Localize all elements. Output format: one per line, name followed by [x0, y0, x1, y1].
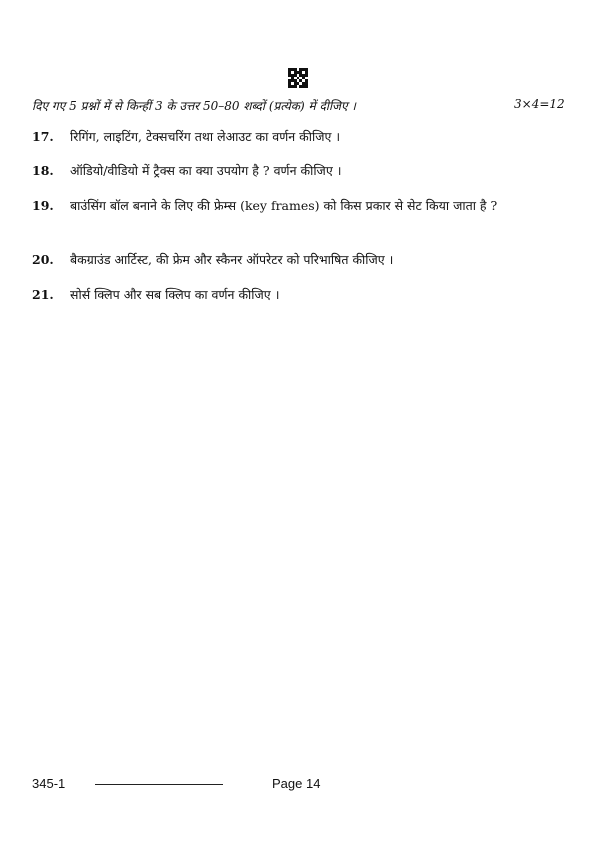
- question-number: 20.: [32, 252, 54, 267]
- footer-divider: [95, 784, 223, 785]
- qr-code-icon: [288, 68, 308, 88]
- question-number: 17.: [32, 129, 54, 144]
- section-marks: 3×4=12: [514, 97, 565, 111]
- paper-code: 345-1: [32, 776, 66, 791]
- page-number: Page 14: [272, 776, 321, 791]
- question-number: 21.: [32, 287, 54, 302]
- question-number: 19.: [32, 198, 54, 213]
- question-text: रिगिंग, लाइटिंग, टेक्सचरिंग तथा लेआउट का वर्णन कीजिए ।: [70, 129, 341, 144]
- question-text: बाउंसिंग बॉल बनाने के लिए की फ्रेम्स (key frames) को किस प्रकार से सेट किया जाता है ?: [70, 198, 498, 213]
- question-number: 18.: [32, 163, 54, 178]
- question-text: सोर्स क्लिप और सब क्लिप का वर्णन कीजिए ।: [70, 287, 280, 302]
- question-text: बैकग्राउंड आर्टिस्ट, की फ्रेम और स्कैनर ऑपरेटर को परिभाषित कीजिए ।: [70, 252, 394, 267]
- section-instruction: दिए गए 5 प्रश्नों में से किन्हीं 3 के उत्तर 50–80 शब्दों (प्रत्येक) में दीजिए ।: [32, 99, 356, 113]
- question-text: ऑडियो/वीडियो में ट्रैक्स का क्या उपयोग है ? वर्णन कीजिए ।: [70, 163, 342, 178]
